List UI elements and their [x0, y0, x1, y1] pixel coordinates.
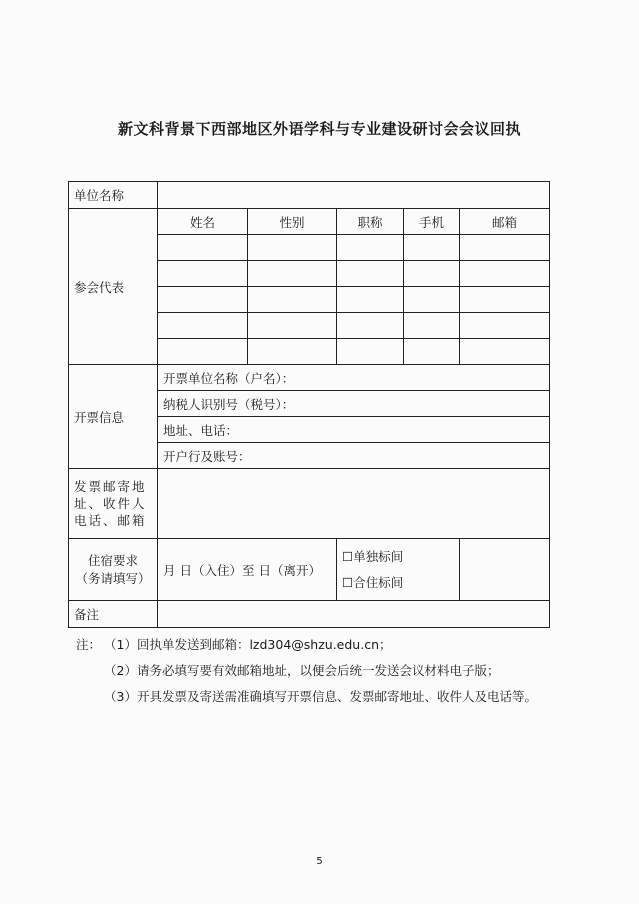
invoice-row: [69, 365, 550, 391]
delegate-email-cell[interactable]: [460, 313, 550, 339]
column-gender: 性别: [248, 209, 337, 235]
single-room-checkbox[interactable]: ☐单独标间: [342, 548, 404, 564]
delegate-title-cell[interactable]: [337, 339, 404, 365]
lodging-dates-field[interactable]: 月 日（入住）至 日（离开）: [158, 539, 337, 601]
invoice-company-field[interactable]: 开票单位名称（户名）：: [158, 365, 550, 391]
note-text: （2）请务必填写要有效邮箱地址，以便会后统一发送会议材料电子版；: [104, 663, 500, 678]
delegates-header-row: [69, 209, 550, 235]
delegate-name-cell[interactable]: [158, 235, 248, 261]
delegate-title-cell[interactable]: [337, 313, 404, 339]
mailing-field[interactable]: [158, 469, 550, 539]
notes-section: [76, 632, 537, 710]
page-number: 5: [316, 856, 323, 867]
room-type-options: [337, 539, 460, 601]
delegate-phone-cell[interactable]: [404, 261, 460, 287]
mailing-label: 发票邮寄地址、收件人电话、邮箱: [69, 469, 158, 539]
delegate-gender-cell[interactable]: [248, 261, 337, 287]
delegate-gender-cell[interactable]: [248, 235, 337, 261]
delegate-phone-cell[interactable]: [404, 287, 460, 313]
unit-name-row: [69, 182, 550, 209]
delegate-title-cell[interactable]: [337, 287, 404, 313]
delegate-email-cell[interactable]: [460, 339, 550, 365]
column-title: 职称: [337, 209, 404, 235]
remarks-field[interactable]: [158, 601, 550, 628]
delegate-name-cell[interactable]: [158, 339, 248, 365]
note-item: [76, 684, 537, 710]
delegate-gender-cell[interactable]: [248, 339, 337, 365]
reply-form-table: [68, 181, 550, 628]
delegate-gender-cell[interactable]: [248, 287, 337, 313]
unit-name-label: 单位名称: [69, 182, 158, 209]
delegate-title-cell[interactable]: [337, 235, 404, 261]
delegate-gender-cell[interactable]: [248, 313, 337, 339]
note-text: （1）回执单发送到邮箱：lzd304@shzu.edu.cn；: [104, 637, 392, 652]
note-text: （3）开具发票及寄送需准确填写开票信息、发票邮寄地址、收件人及电话等。: [104, 689, 537, 704]
delegate-email-cell[interactable]: [460, 235, 550, 261]
delegate-phone-cell[interactable]: [404, 235, 460, 261]
shared-room-checkbox[interactable]: ☐合住标间: [342, 574, 404, 590]
invoice-tax-id-field[interactable]: 纳税人识别号（税号）：: [158, 391, 550, 417]
delegate-name-cell[interactable]: [158, 313, 248, 339]
note-item: [76, 632, 537, 658]
note-item: [76, 658, 537, 684]
delegate-title-cell[interactable]: [337, 261, 404, 287]
invoice-label: 开票信息: [69, 365, 158, 469]
lodging-row: [69, 539, 550, 601]
invoice-bank-field[interactable]: 开户行及账号：: [158, 443, 550, 469]
lodging-label: [69, 539, 158, 601]
delegate-phone-cell[interactable]: [404, 313, 460, 339]
lodging-label-main: 住宿要求: [87, 552, 138, 568]
unit-name-field[interactable]: [158, 182, 550, 209]
lodging-label-note: （务请填写）: [75, 570, 151, 586]
remarks-row: [69, 601, 550, 628]
lodging-extra-field[interactable]: [460, 539, 550, 601]
notes-prefix: 注：: [76, 637, 102, 652]
delegate-email-cell[interactable]: [460, 261, 550, 287]
column-name: 姓名: [158, 209, 248, 235]
mailing-row: [69, 469, 550, 539]
delegate-email-cell[interactable]: [460, 287, 550, 313]
delegate-phone-cell[interactable]: [404, 339, 460, 365]
column-phone: 手机: [404, 209, 460, 235]
delegates-label: 参会代表: [69, 209, 158, 365]
delegate-name-cell[interactable]: [158, 261, 248, 287]
column-email: 邮箱: [460, 209, 550, 235]
remarks-label: 备注: [69, 601, 158, 628]
page-title: 新文科背景下西部地区外语学科与专业建设研讨会会议回执: [117, 120, 521, 138]
delegate-name-cell[interactable]: [158, 287, 248, 313]
invoice-address-field[interactable]: 地址、电话：: [158, 417, 550, 443]
